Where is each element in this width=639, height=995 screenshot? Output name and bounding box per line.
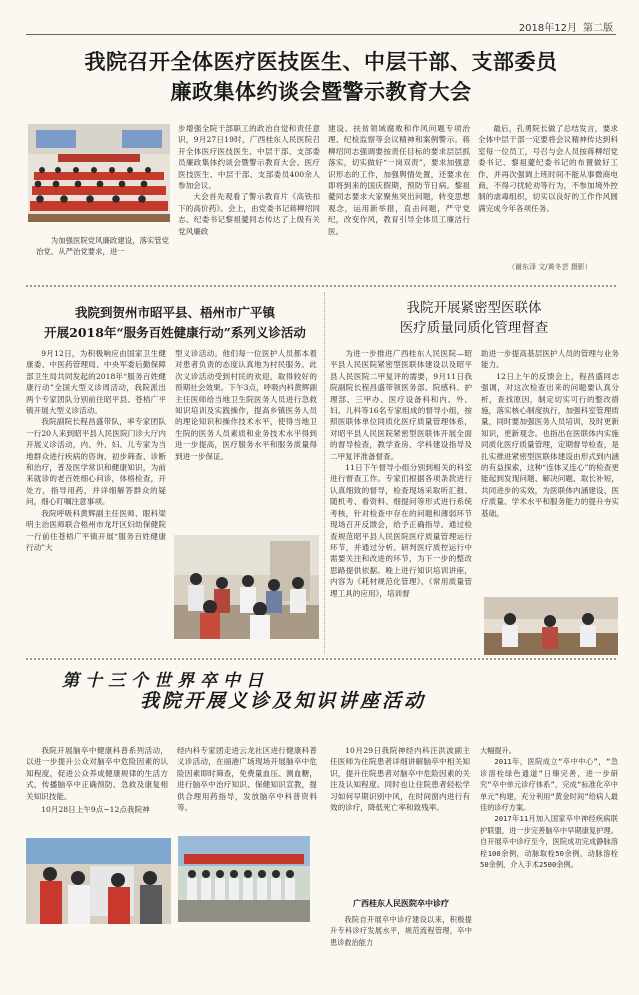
article4-column2 (177, 745, 317, 827)
article1-meeting-photo (28, 124, 170, 222)
article4-column4 (480, 745, 618, 975)
stroke-center-text-para: 我院自开展卒中诊疗建设以来，积极提升专科诊疗发展水平，规范流程管理，卒中患诊救治能力 (330, 915, 472, 947)
article1-para4: 最后，孔勇院长做了总结发言，要求全体中层干部一定要将会议精神传达到科室每一位员工，号召与会人员按蒋柳绍党委书记、黎祖薆纪委书记的布置做好工作，并再次强调上班时间不能从事微商电商，不得刁扰轮劝等行为，不参加境外控制的虐毒组织，切实以良好的工作作风圆满完成今年各项任务。 (478, 124, 618, 213)
article1-column3 (478, 123, 618, 263)
article4-para7: 2017年11月加入国家卒中神经疾病联护联盟，进一步完善脑卒中早期康复护理。自开展卒中诊疗至今，医院成功完成静脉溶栓100余例，动脉取栓50余例，动脉溶栓50余例，介入手术2500余例。 (480, 814, 618, 870)
article3-para4: 12日上午的反馈会上，程昌盛同志强调，对这次检查出来的问题要认真分析，查找原因，制定切实可行的整改措施，落实核心制度执行，加强科室管理质量，同时要加强医务人员培训，及时更新知识，更新观念。也指出在医联体内实施同质化医疗质量管理，定期督导检查，是扎实推进紧密型医联体建设由形式到内涵的有益探索，这种“连体又连心”的检查更能起到发现问题、解决问题、取长补短，共同进步的实效，为医联体内涵建设、医疗质量、学术水平和服务能力的提升夯实基础。 (481, 371, 619, 518)
article3-title-line2: 医疗质量同质化管理督查 (399, 320, 549, 336)
article1-title-line1: 我院召开全体医疗医技医生、中层干部、支部委员 (84, 49, 558, 74)
article4-para4: 10月29日我院神经内科汪洪波副主任医师为住院患者详细讲解脑卒中相关知识，提升住院患者对脑卒中危险因素的关注及认知程度。同时也让住院患者轻松学习如何早期识别中风，在时间窗内进行有效的诊疗，降低死亡率和致残率。 (330, 746, 470, 813)
section-divider-1 (26, 285, 616, 287)
article2-title-line1: 我院到贺州市昭平县、梧州市广平镇 (74, 305, 275, 320)
article3-column2 (481, 348, 619, 593)
article3-para2: 11日下午督导小组分别到相关的科室进行督查工作。专家们根据各项条款进行认真细致的督导，检查现场采取听汇报、随机考、看资料、细提问等形式进行系统考核，针对检查中存在的问题和薄弱环节现场召开反馈会，给予正确指导。通过检查规范昭平县人民医院医疗质量管理运行环节，并通过分析、研判医疗质控运行中需要关注和改进的环节，为下一步的整改思路提供依据。晚上进行知识培训讲座，内容为《耗材规范化管理》、《常用质量管理工具的应用》，培训督 (330, 463, 472, 598)
article1-column2 (328, 123, 470, 278)
article1-column1 (178, 123, 320, 278)
article3-inspection-photo (484, 597, 618, 655)
article2-title (30, 303, 320, 343)
article2-column1 (26, 348, 166, 651)
article2-para3: 我院呼吸科黄辉副主任医师、眼科梁明主治医师联合梧州市龙圩区妇幼保健院一行前往苍梧广平镇开展“服务百姓健康行动”大 (26, 508, 166, 552)
article1-credit: （谢东泽 文/黄冬芸 摄影） (508, 263, 592, 271)
article2-column2 (175, 348, 317, 533)
article4-clinic-photo-1 (26, 838, 171, 924)
article4-column1 (26, 745, 168, 825)
article1-para2: 大会首先观看了警示教育片《高铁扣下的高价药》。会上，由党委书记蒋柳绍同志、纪委书记黎祖薆同志传达了上级有关党风廉政 (178, 192, 320, 236)
article3-para1: 为进一步推进广西桂东人民医院—昭平县人民医院紧密型医联体建设以及昭平县人民医院二甲复评的需要，9月11日我院副院长程昌盛带领医务部、院感科、护理部、三甲办、医疗设备科和内、外、妇、儿科等16名专家组成的督导小组，按照医联体单位同质化医疗质量管理体系，对昭平县人民医院紧密型医联体开展全面的督导检查，教学查房、学科建设指导及二甲复评准备督查。 (330, 349, 472, 461)
article2-para2: 我院副院长程昌盛带队，率专家团队一行20人来到昭平县人民医院门诊大厅内开展义诊活动，内、外、妇、儿专家为当地群众进行疾病的咨询、初步筛查、诊断和治疗，普及医学常识和健康知识，为前来就诊的老百姓细心问诊，体格检查，开处方，指导用药，并详细解答群众的疑问，细心叮嘱注意事项。 (26, 417, 166, 507)
article1-title (26, 47, 616, 107)
article4-title-line2: 我院开展义诊及知识讲座活动 (140, 690, 427, 712)
article1-photo-caption: 为加强医院党风廉政建设，落实管党治党、从严治党要求，进一 (36, 236, 170, 256)
issue-edition: 第二版 (583, 23, 613, 34)
stroke-center-box-text (330, 914, 472, 964)
article3-title-line1: 我院开展紧密型医联体 (406, 300, 542, 316)
article4-para5: 大幅提升。 (480, 746, 516, 755)
article1-para1: 步增强全院干部职工的政治自觉和责任意识，9月27日19时，广西桂东人民医院召开全体医疗医技医生、中层干部、支部委员廉政集体约谈会暨警示教育大会。医疗医技医生、中层干部、支部委员400余人参加会议。 (178, 124, 320, 191)
article4-para6: 2011年，医院成立“卒中中心”，“急诊溶栓绿色通道”日臻完善，进一步研究“卒中单元诊疗体系”，完成“标准化卒中单元”构建，充分利用“黄金时间”给病人最佳的诊疗方案。 (480, 757, 618, 813)
article2-title-line2: 开展2018年“服务百姓健康行动”系列义诊活动 (44, 325, 306, 340)
header-rule (26, 34, 616, 35)
article4-title-line1: 第十三个世界卒中日 (62, 671, 269, 691)
stroke-center-box-title: 广西桂东人民医院卒中诊疗 (353, 898, 449, 908)
article3-para3: 助进一步提高基层医护人员的管理与业务能力。 (481, 349, 619, 370)
article3-column1 (330, 348, 472, 651)
article4-para3: 经内科专家团走进云龙社区进行健康科普义诊活动，在丽港广场现场开展脑卒中危险因素即时筛查，免费量血压、测血糖，进行脑卒中治疗知识、保健知识宣教，提供合理用药指导，发放脑卒中科普资料等。 (177, 746, 317, 813)
article4-clinic-photo-2 (178, 836, 310, 922)
article1-title-line2: 廉政集体约谈会暨警示教育大会 (170, 79, 472, 104)
article1-para3: 建设、扶贫领域腐败和作风问题专项治理、纪检监察等会议精神和案例警示。蒋柳绍同志强调要按责任目标的要求层层抓落实，切实做好“一岗双责”，要求加强意识形态的工作，加强舆情处置，还要求在即将到来的国庆假期，预防节日病。黎祖薆同志要求大家聚焦突出问题，转变思想观念，运用新举措，直击问题，严守党纪，改变作风，教育引导全体员工廉洁行医。 (328, 124, 470, 236)
section-divider-2 (26, 658, 616, 660)
article3-title (330, 298, 618, 338)
article2-para4: 型义诊活动。他们每一位医护人员都本着对患者负责的态度认真地为村民服务。此次义诊活动受到村民的欢迎，取得较好的预期社会效果。下午3点，呼吸内科黄辉副主任医师给当地卫生院医务人员进行急救知识培训及实践操作，提高乡镇医务人员的理论知识和操作技术水平，使得当地卫生院的医务人员素质和业务技术水平得到进一步提高，医疗服务水平和服务质量得到进一步保证。 (175, 349, 317, 461)
article2-para1: 9月12日，为积极响应由国家卫生健康委、中医药管理局、中央军委后勤保障部卫生局共同发起的2018年“服务百姓健康行动”全国大型义诊周活动，我院派出两个专家团队分别前往昭平县、苍梧广平镇开展大型义诊活动。 (26, 349, 166, 416)
article2-clinic-photo (174, 535, 319, 639)
article4-para2: 10月28日上午9点~12点我院神 (41, 805, 150, 815)
issue-info (513, 19, 613, 34)
issue-date: 2018年12月 (518, 23, 577, 34)
article4-column3 (330, 745, 470, 833)
section-vertical-divider (324, 292, 325, 654)
article4-para1: 我院开展脑卒中健康科普系列活动，以进一步提升公众对脑卒中危险因素的认知程度，促进公众养成健康规律的生活方式，传播脑卒中正确预防、急救及康复相关知识技能。 (26, 746, 168, 801)
